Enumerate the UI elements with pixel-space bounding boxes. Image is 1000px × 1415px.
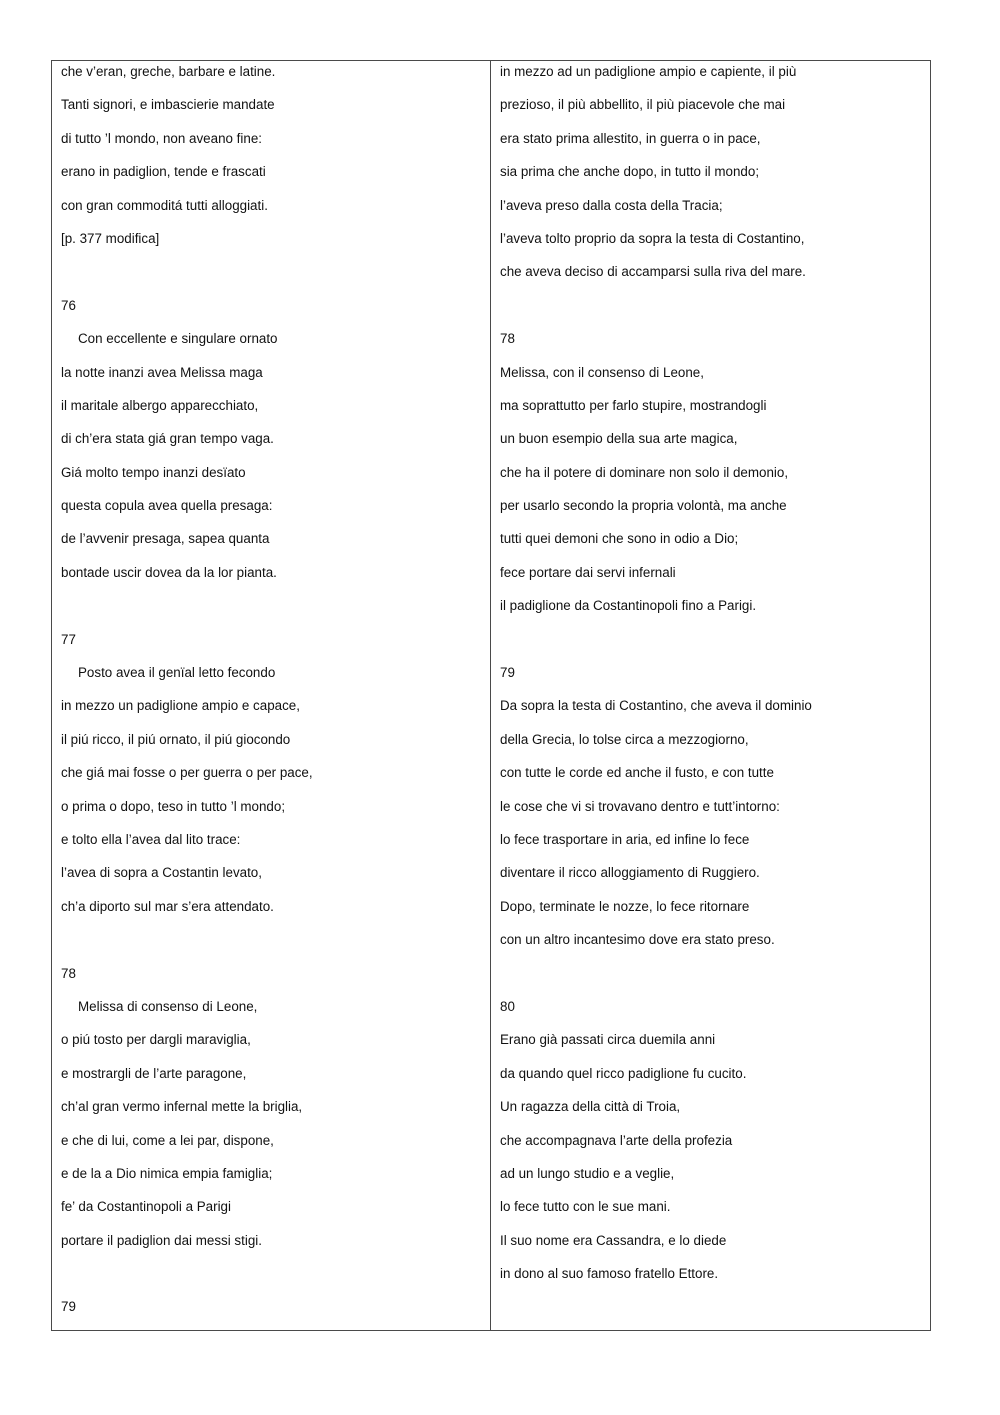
translation-line: sia prima che anche dopo, in tutto il mondo;	[500, 164, 760, 180]
verse-line: Melissa di consenso di Leone,	[78, 998, 258, 1014]
translation-line: il padiglione da Costantinopoli fino a Parigi.	[500, 598, 757, 614]
translation-line: le cose che vi si trovavano dentro e tutt’intorno:	[500, 798, 780, 814]
verse-line: 79	[61, 1299, 76, 1315]
translation-line: ma soprattutto per farlo stupire, mostrandogli	[500, 397, 767, 413]
two-column-table	[51, 60, 931, 1331]
translation-line: l’aveva preso dalla costa della Tracia;	[500, 197, 723, 213]
verse-line: di tutto ’l mondo, non aveano fine:	[61, 130, 262, 146]
translation-line	[500, 629, 930, 662]
translation-line: tutti quei demoni che sono in odio a Dio;	[500, 531, 739, 547]
translation-line: Erano già passati circa duemila anni	[500, 1032, 716, 1048]
verse-line: 77	[61, 631, 76, 647]
translation-line: era stato prima allestito, in guerra o in pace,	[500, 130, 761, 146]
translation-line: Melissa, con il consenso di Leone,	[500, 364, 704, 380]
verse-line	[61, 1263, 490, 1296]
verse-line: ch’al gran vermo infernal mette la briglia,	[61, 1099, 303, 1115]
verse-line: portare il padiglion dai messi stigi.	[61, 1232, 262, 1248]
verse-line: Posto avea il genïal letto fecondo	[78, 665, 276, 681]
verse-line: Tanti signori, e imbascierie mandate	[61, 97, 275, 113]
verse-line: Giá molto tempo inanzi desïato	[61, 464, 246, 480]
verse-line: bontade uscir dovea da la lor pianta.	[61, 564, 277, 580]
verse-line: 76	[61, 297, 76, 313]
verse-line: di ch’era stata giá gran tempo vaga.	[61, 431, 274, 447]
verse-line: e de la a Dio nimica empia famiglia;	[61, 1165, 273, 1181]
translation-line: fece portare dai servi infernali	[500, 564, 676, 580]
verse-line: e che di lui, come a lei par, dispone,	[61, 1132, 274, 1148]
translation-line: Da sopra la testa di Costantino, che aveva il dominio	[500, 698, 812, 714]
translation-line: della Grecia, lo tolse circa a mezzogiorno,	[500, 731, 749, 747]
translation-line: 79	[500, 665, 515, 681]
translation-line: che aveva deciso di accamparsi sulla riva del mare.	[500, 264, 806, 280]
translation-line: in mezzo ad un padiglione ampio e capiente, il più	[500, 64, 797, 79]
verse-line: in mezzo un padiglione ampio e capace,	[61, 698, 300, 714]
translation-line: ad un lungo studio e a veglie,	[500, 1165, 675, 1181]
translation-line: diventare il ricco alloggiamento di Ruggiero.	[500, 865, 760, 881]
verse-line: l’avea di sopra a Costantin levato,	[61, 865, 262, 881]
verse-line	[61, 929, 490, 962]
translation-line: Un ragazza della città di Troia,	[500, 1099, 681, 1115]
translation-line: prezioso, il più abbellito, il più piacevole che mai	[500, 97, 786, 113]
translation-line: in dono al suo famoso fratello Ettore.	[500, 1266, 719, 1282]
translation-line	[500, 295, 930, 328]
verse-line: e tolto ella l’avea dal lito trace:	[61, 831, 241, 847]
translation-line: lo fece tutto con le sue mani.	[500, 1199, 671, 1215]
left-column-original-verse	[52, 61, 491, 1330]
translation-line: lo fece trasportare in aria, ed infine lo fece	[500, 831, 750, 847]
verse-line	[61, 261, 490, 294]
verse-line: questa copula avea quella presaga:	[61, 498, 273, 514]
verse-line	[61, 595, 490, 628]
translation-line	[500, 963, 930, 996]
verse-line: o prima o dopo, teso in tutto ’l mondo;	[61, 798, 286, 814]
right-column-translation	[491, 61, 930, 1330]
translation-line: 80	[500, 998, 515, 1014]
verse-line: de l’avvenir presaga, sapea quanta	[61, 531, 270, 547]
verse-line: Con eccellente e singulare ornato	[78, 331, 278, 347]
translation-line: un buon esempio della sua arte magica,	[500, 431, 738, 447]
verse-line: e mostrargli de l’arte paragone,	[61, 1065, 247, 1081]
translation-line: con un altro incantesimo dove era stato preso.	[500, 932, 775, 948]
verse-line: la notte inanzi avea Melissa maga	[61, 364, 263, 380]
translation-line: 78	[500, 331, 515, 347]
verse-line: che v’eran, greche, barbare e latine.	[61, 64, 276, 79]
translation-line: Dopo, terminate le nozze, lo fece ritornare	[500, 898, 750, 914]
translation-line: l’aveva tolto proprio da sopra la testa di Costantino,	[500, 230, 805, 246]
verse-line: con gran commoditá tutti alloggiati.	[61, 197, 268, 213]
verse-line: [p. 377 modifica]	[61, 230, 160, 246]
verse-line: fe’ da Costantinopoli a Parigi	[61, 1199, 231, 1215]
verse-line: erano in padiglion, tende e frascati	[61, 164, 266, 180]
translation-line: che ha il potere di dominare non solo il demonio,	[500, 464, 789, 480]
translation-line: con tutte le corde ed anche il fusto, e con tutte	[500, 765, 774, 781]
translation-line: Il suo nome era Cassandra, e lo diede	[500, 1232, 727, 1248]
verse-line: il maritale albergo apparecchiato,	[61, 397, 259, 413]
translation-line: che accompagnava l’arte della profezia	[500, 1132, 733, 1148]
verse-line: il piú ricco, il piú ornato, il piú giocondo	[61, 731, 291, 747]
translation-line: per usarlo secondo la propria volontà, ma anche	[500, 498, 787, 514]
verse-line: che giá mai fosse o per guerra o per pace,	[61, 765, 313, 781]
verse-line: o piú tosto per dargli maraviglia,	[61, 1032, 251, 1048]
verse-line: ch’a diporto sul mar s’era attendato.	[61, 898, 274, 914]
translation-line: da quando quel ricco padiglione fu cucito.	[500, 1065, 747, 1081]
verse-line: 78	[61, 965, 76, 981]
